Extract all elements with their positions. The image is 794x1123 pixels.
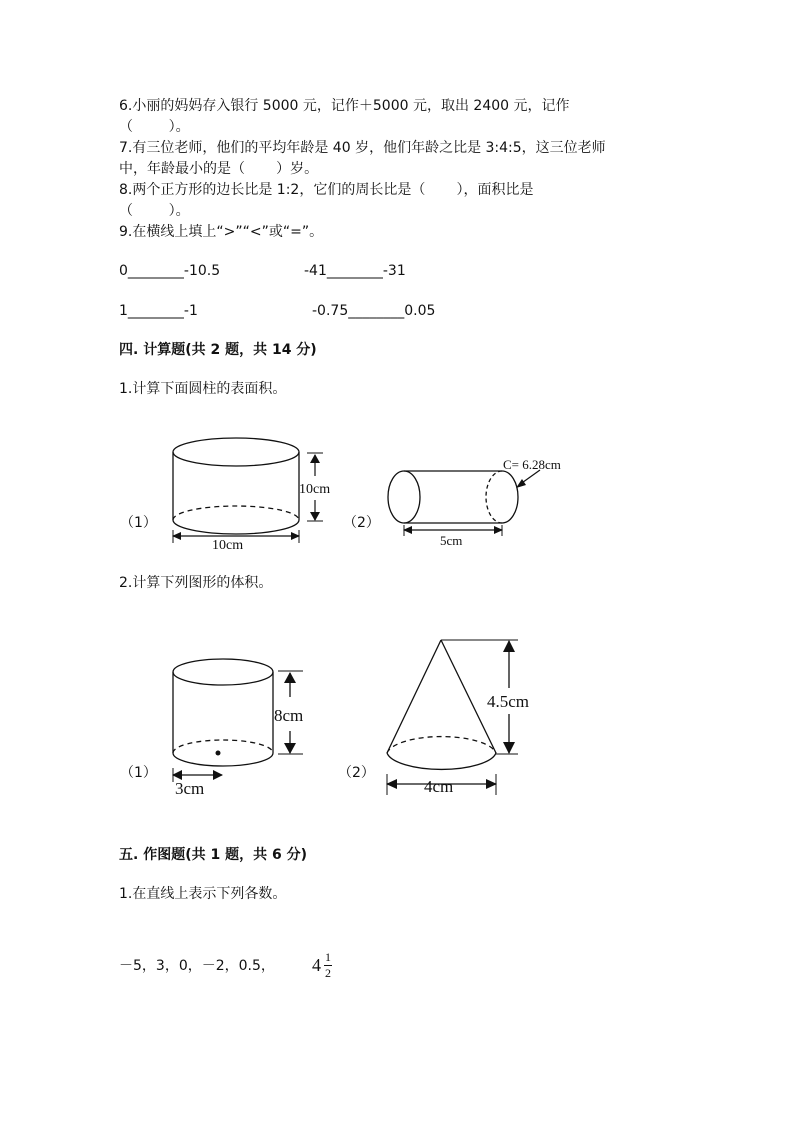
numbers-to-plot: －5，3，0，－2，0.5， [119, 958, 275, 974]
figure-3-label: （1） [120, 765, 157, 781]
question-7-line-1: 7.有三位老师，他们的平均年龄是 40 岁，他们年龄之比是 3:4:5，这三位老师 [119, 140, 606, 156]
section-4-question-1: 1.计算下面圆柱的表面积。 [119, 381, 287, 397]
question-9-prompt: 9.在横线上填上“>”“<”或“=”。 [119, 224, 324, 240]
question-8-line-1: 8.两个正方形的边长比是 1:2，它们的周长比是（ ），面积比是 [119, 182, 534, 198]
cylinder-2-length-label: 5cm [440, 533, 463, 548]
figure-2-label: （2） [343, 515, 380, 531]
cylinder-3-height-label: 8cm [274, 706, 304, 725]
section-4-title: 四. 计算题(共 2 题，共 14 分) [119, 342, 317, 358]
question-8-answer-blank: （ ）。 [119, 203, 190, 219]
compare-item-a: 0________-10.5 [119, 263, 221, 279]
figure-1-label: （1） [120, 515, 157, 531]
cylinder-1-diameter-label: 10cm [212, 538, 244, 553]
question-6-line-1: 6.小丽的妈妈存入银行 5000 元，记作＋5000 元，取出 2400 元，记作 [119, 98, 570, 114]
section-5-question-1: 1.在直线上表示下列各数。 [119, 886, 287, 902]
cone-diameter-label: 4cm [424, 777, 454, 796]
mixed-number-numerator: 1 [325, 950, 331, 964]
cone-height-label: 4.5cm [487, 692, 530, 711]
mixed-number-denominator: 2 [325, 966, 331, 980]
compare-item-c: 1________-1 [119, 303, 198, 319]
figure-4-label: （2） [338, 765, 375, 781]
section-4-question-2: 2.计算下列图形的体积。 [119, 575, 273, 591]
compare-item-d: -0.75________0.05 [312, 303, 436, 319]
cylinder-3-radius-label: 3cm [175, 779, 205, 798]
question-6-answer-blank: （ ）。 [119, 119, 190, 135]
cylinder-1-height-label: 10cm [299, 482, 331, 497]
mixed-number-whole: 4 [312, 955, 321, 975]
mixed-number [312, 950, 342, 984]
cylinder-2-circumference-label: C= 6.28cm [503, 457, 561, 472]
section-5-title: 五. 作图题(共 1 题，共 6 分) [119, 847, 307, 863]
question-7-line-2: 中，年龄最小的是（ ）岁。 [119, 161, 319, 177]
compare-item-b: -41________-31 [304, 263, 406, 279]
